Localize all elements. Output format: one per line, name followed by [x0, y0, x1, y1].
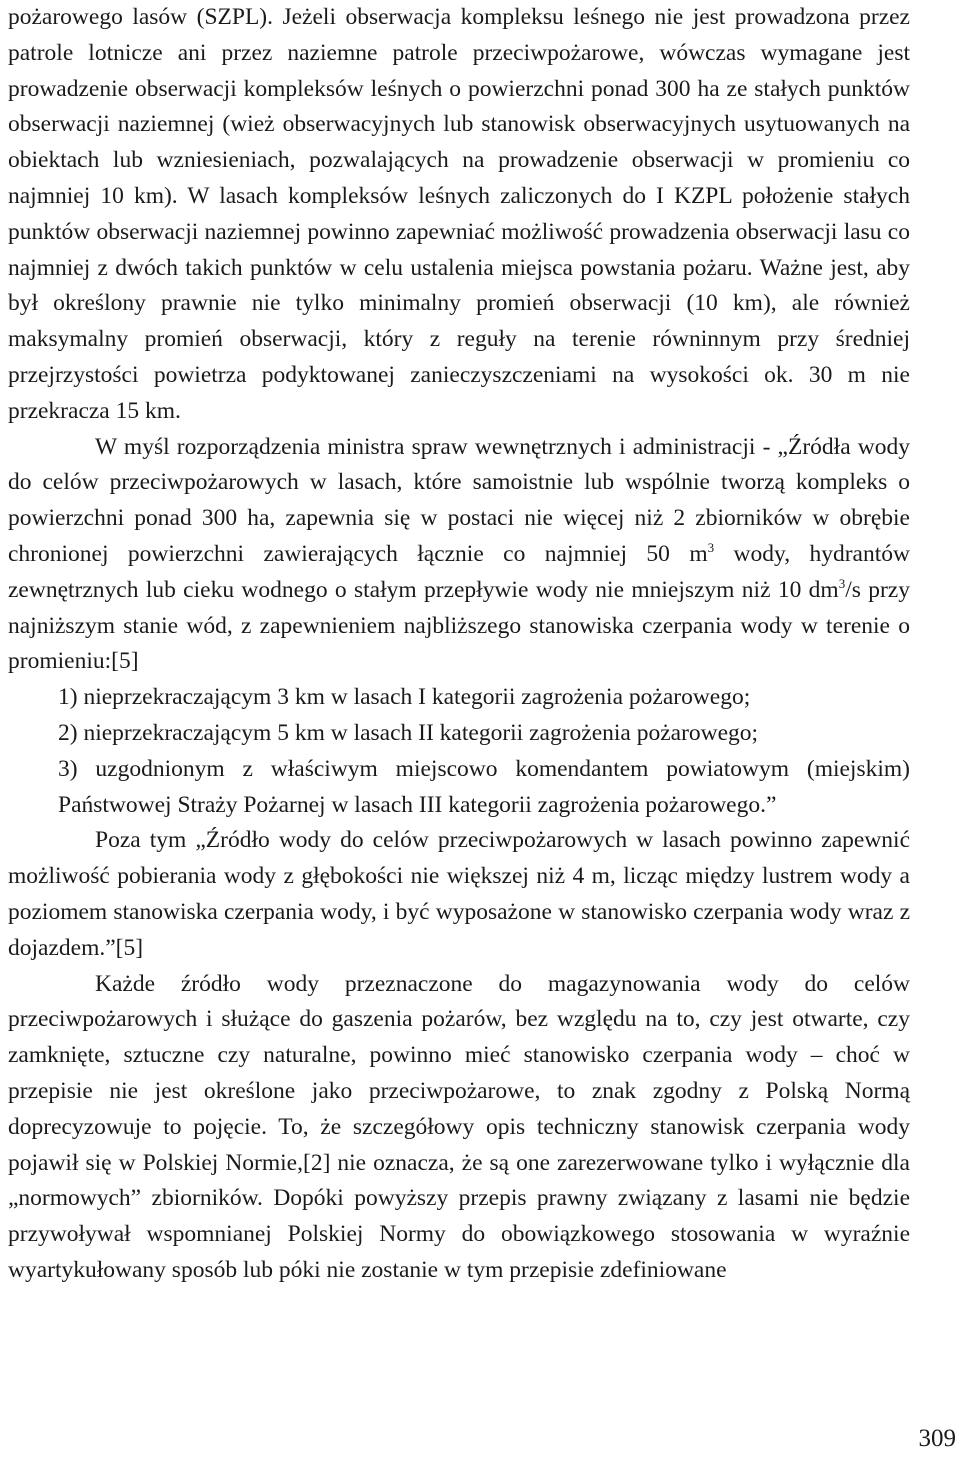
page-number: 309 — [918, 1425, 956, 1452]
superscript: 3 — [838, 575, 846, 591]
paragraph-text: /s przy najniższym stanie wód, z zapewnieniem najbliższego stanowiska czerpania wody w terenie o promieniu:[5] — [8, 576, 910, 675]
radius-list — [8, 680, 910, 823]
paragraph-text: wody, hydrantów zewnętrznych lub cieku wodnego o stałym przepływie wody nie mniejszym niż 10 dm — [8, 540, 910, 603]
paragraph-depth: Poza tym „Źródło wody do celów przeciwpożarowych w lasach powinno zapewnić możliwość pobierania wody z głębokości nie większej niż 4 m, licząc między lustrem wody a poziomem stanowiska czerpania wody, i być wyposażone w stanowisko czerpania wody wraz z dojazdem.”[5] — [8, 827, 910, 961]
paragraph-text: W myśl rozporządzenia ministra spraw wewnętrznych i administracji - „Źródła wody do celów przeciwpożarowych w lasach, które samoistnie lub wspólnie tworzą kompleks o powierzchni ponad 300 ha, zapewnia się w postaci nie więcej niż 2 zbiorników w obrębie chronionej powierzchni zawierających łącznie co najmniej 50 m — [8, 433, 910, 567]
paragraph-standard: Każde źródło wody przeznaczone do magazynowania wody do celów przeciwpożarowych i służące do gaszenia pożarów, bez względu na to, czy jest otwarte, czy zamknięte, sztuczne czy naturalne, powinno mieć stanowisko czerpania wody – choć w przepisie nie jest określone jako przeciwpożarowe, to znak zgodny z Polską Normą doprecyzowuje to pojęcie. To, że szczegółowy opis techniczny stanowisk czerpania wody pojawił się w Polskiej Normie,[2] nie oznacza, że są one zarezerwowane tylko i wyłącznie dla „normowych” zbiorników. Dopóki powyższy przepis prawny związany z lasami nie będzie przywoływał wspomnianej Polskiej Normy do obowiązkowego stosowania w wyraźnie wyartykułowany sposób lub póki nie zostanie w tym przepisie zdefiniowane — [8, 970, 910, 1283]
paragraph-water-sources — [8, 430, 910, 681]
superscript: 3 — [707, 540, 715, 556]
document-page — [8, 0, 910, 1289]
paragraph-observation: pożarowego lasów (SZPL). Jeżeli obserwacja kompleksu leśnego nie jest prowadzona przez patrole lotnicze ani przez naziemne patrole przeciwpożarowe, wówczas wymagane jest prowadzenie obserwacji kompleksów leśnych o powierzchni ponad 300 ha ze stałych punktów obserwacji naziemnej (wież obserwacyjnych lub stanowisk obserwacyjnych usytuowanych na obiektach lub wzniesieniach, pozwalających na prowadzenie obserwacji w promieniu co najmniej 10 km). W lasach kompleksów leśnych zaliczonych do I KZPL położenie stałych punktów obserwacji naziemnej powinno zapewniać możliwość prowadzenia obserwacji lasu co najmniej z dwóch takich punktów w celu ustalenia miejsca powstania pożaru. Ważne jest, aby był określony prawnie nie tylko minimalny promień obserwacji (10 km), ale również maksymalny promień obserwacji, który z reguły na terenie równinnym przy średniej przejrzystości powietrza podyktowanej zanieczyszczeniami na wysokości ok. 30 m nie przekracza 15 km. — [8, 4, 910, 424]
list-item: 1) nieprzekraczającym 3 km w lasach I kategorii zagrożenia pożarowego; — [58, 684, 751, 711]
list-item: 2) nieprzekraczającym 5 km w lasach II kategorii zagrożenia pożarowego; — [58, 719, 759, 746]
list-item: 3) uzgodnionym z właściwym miejscowo komendantem powiatowym (miejskim) Państwowej Straży Pożarnej w lasach III kategorii zagrożenia pożarowego.” — [58, 755, 910, 818]
